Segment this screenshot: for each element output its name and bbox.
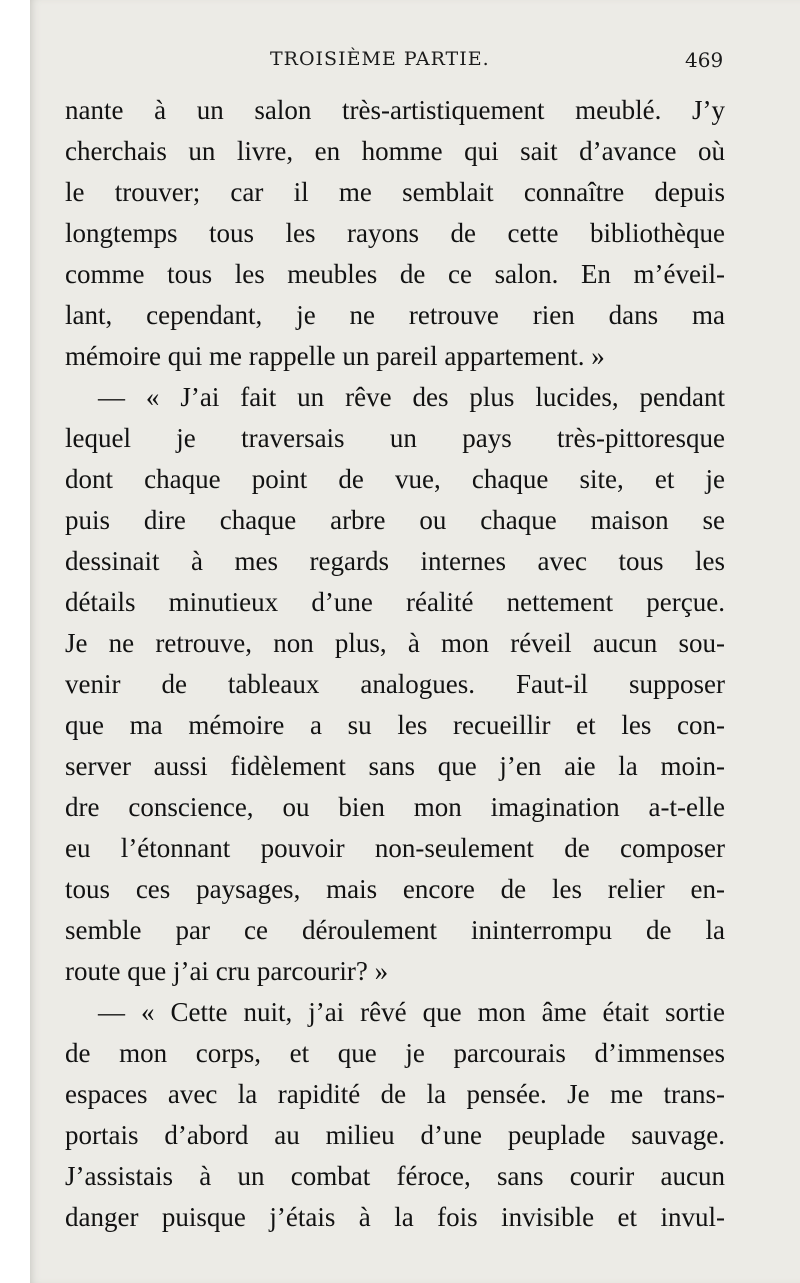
text-line: que ma mémoire a su les recueillir et les con- (65, 710, 725, 740)
text-line: Je ne retrouve, non plus, à mon réveil aucun sou- (65, 628, 725, 658)
text-line: lequel je traversais un pays très-pittoresque (65, 423, 725, 453)
text-line: danger puisque j’étais à la fois invisible et invul- (65, 1202, 725, 1232)
text-line: comme tous les meubles de ce salon. En m’éveil- (65, 259, 725, 289)
text-line: détails minutieux d’une réalité nettement perçue. (65, 587, 725, 617)
text-line: server aussi fidèlement sans que j’en aie la moin- (65, 751, 725, 781)
book-page (30, 0, 800, 1283)
text-line: J’assistais à un combat féroce, sans courir aucun (65, 1161, 725, 1191)
running-head: TROISIÈME PARTIE. (270, 48, 490, 70)
text-line: venir de tableaux analogues. Faut-il supposer (65, 669, 725, 699)
text-line: dre conscience, ou bien mon imagination a-t-elle (65, 792, 725, 822)
text-line: de mon corps, et que je parcourais d’immenses (65, 1038, 725, 1068)
text-line: longtemps tous les rayons de cette bibliothèque (65, 218, 725, 248)
body-text (65, 90, 725, 1238)
page-number: 469 (685, 48, 724, 72)
text-line: mémoire qui me rappelle un pareil appartement. » (65, 341, 605, 371)
text-line: cherchais un livre, en homme qui sait d’avance où (65, 136, 725, 166)
text-line: — « Cette nuit, j’ai rêvé que mon âme était sortie (98, 997, 725, 1027)
text-line: eu l’étonnant pouvoir non-seulement de composer (65, 833, 725, 863)
text-line: tous ces paysages, mais encore de les relier en- (65, 874, 725, 904)
text-line: nante à un salon très-artistiquement meublé. J’y (65, 95, 725, 125)
text-line: semble par ce déroulement ininterrompu de la (65, 915, 725, 945)
text-line: lant, cependant, je ne retrouve rien dans ma (65, 300, 725, 330)
text-line: route que j’ai cru parcourir? » (65, 956, 389, 986)
text-line: portais d’abord au milieu d’une peuplade sauvage. (65, 1120, 725, 1150)
text-line: le trouver; car il me semblait connaître depuis (65, 177, 725, 207)
text-line: espaces avec la rapidité de la pensée. Je me trans- (65, 1079, 725, 1109)
text-line: dessinait à mes regards internes avec tous les (65, 546, 725, 576)
text-line: — « J’ai fait un rêve des plus lucides, pendant (98, 382, 725, 412)
page-header (30, 48, 800, 78)
text-line: puis dire chaque arbre ou chaque maison se (65, 505, 725, 535)
text-line: dont chaque point de vue, chaque site, et je (65, 464, 725, 494)
